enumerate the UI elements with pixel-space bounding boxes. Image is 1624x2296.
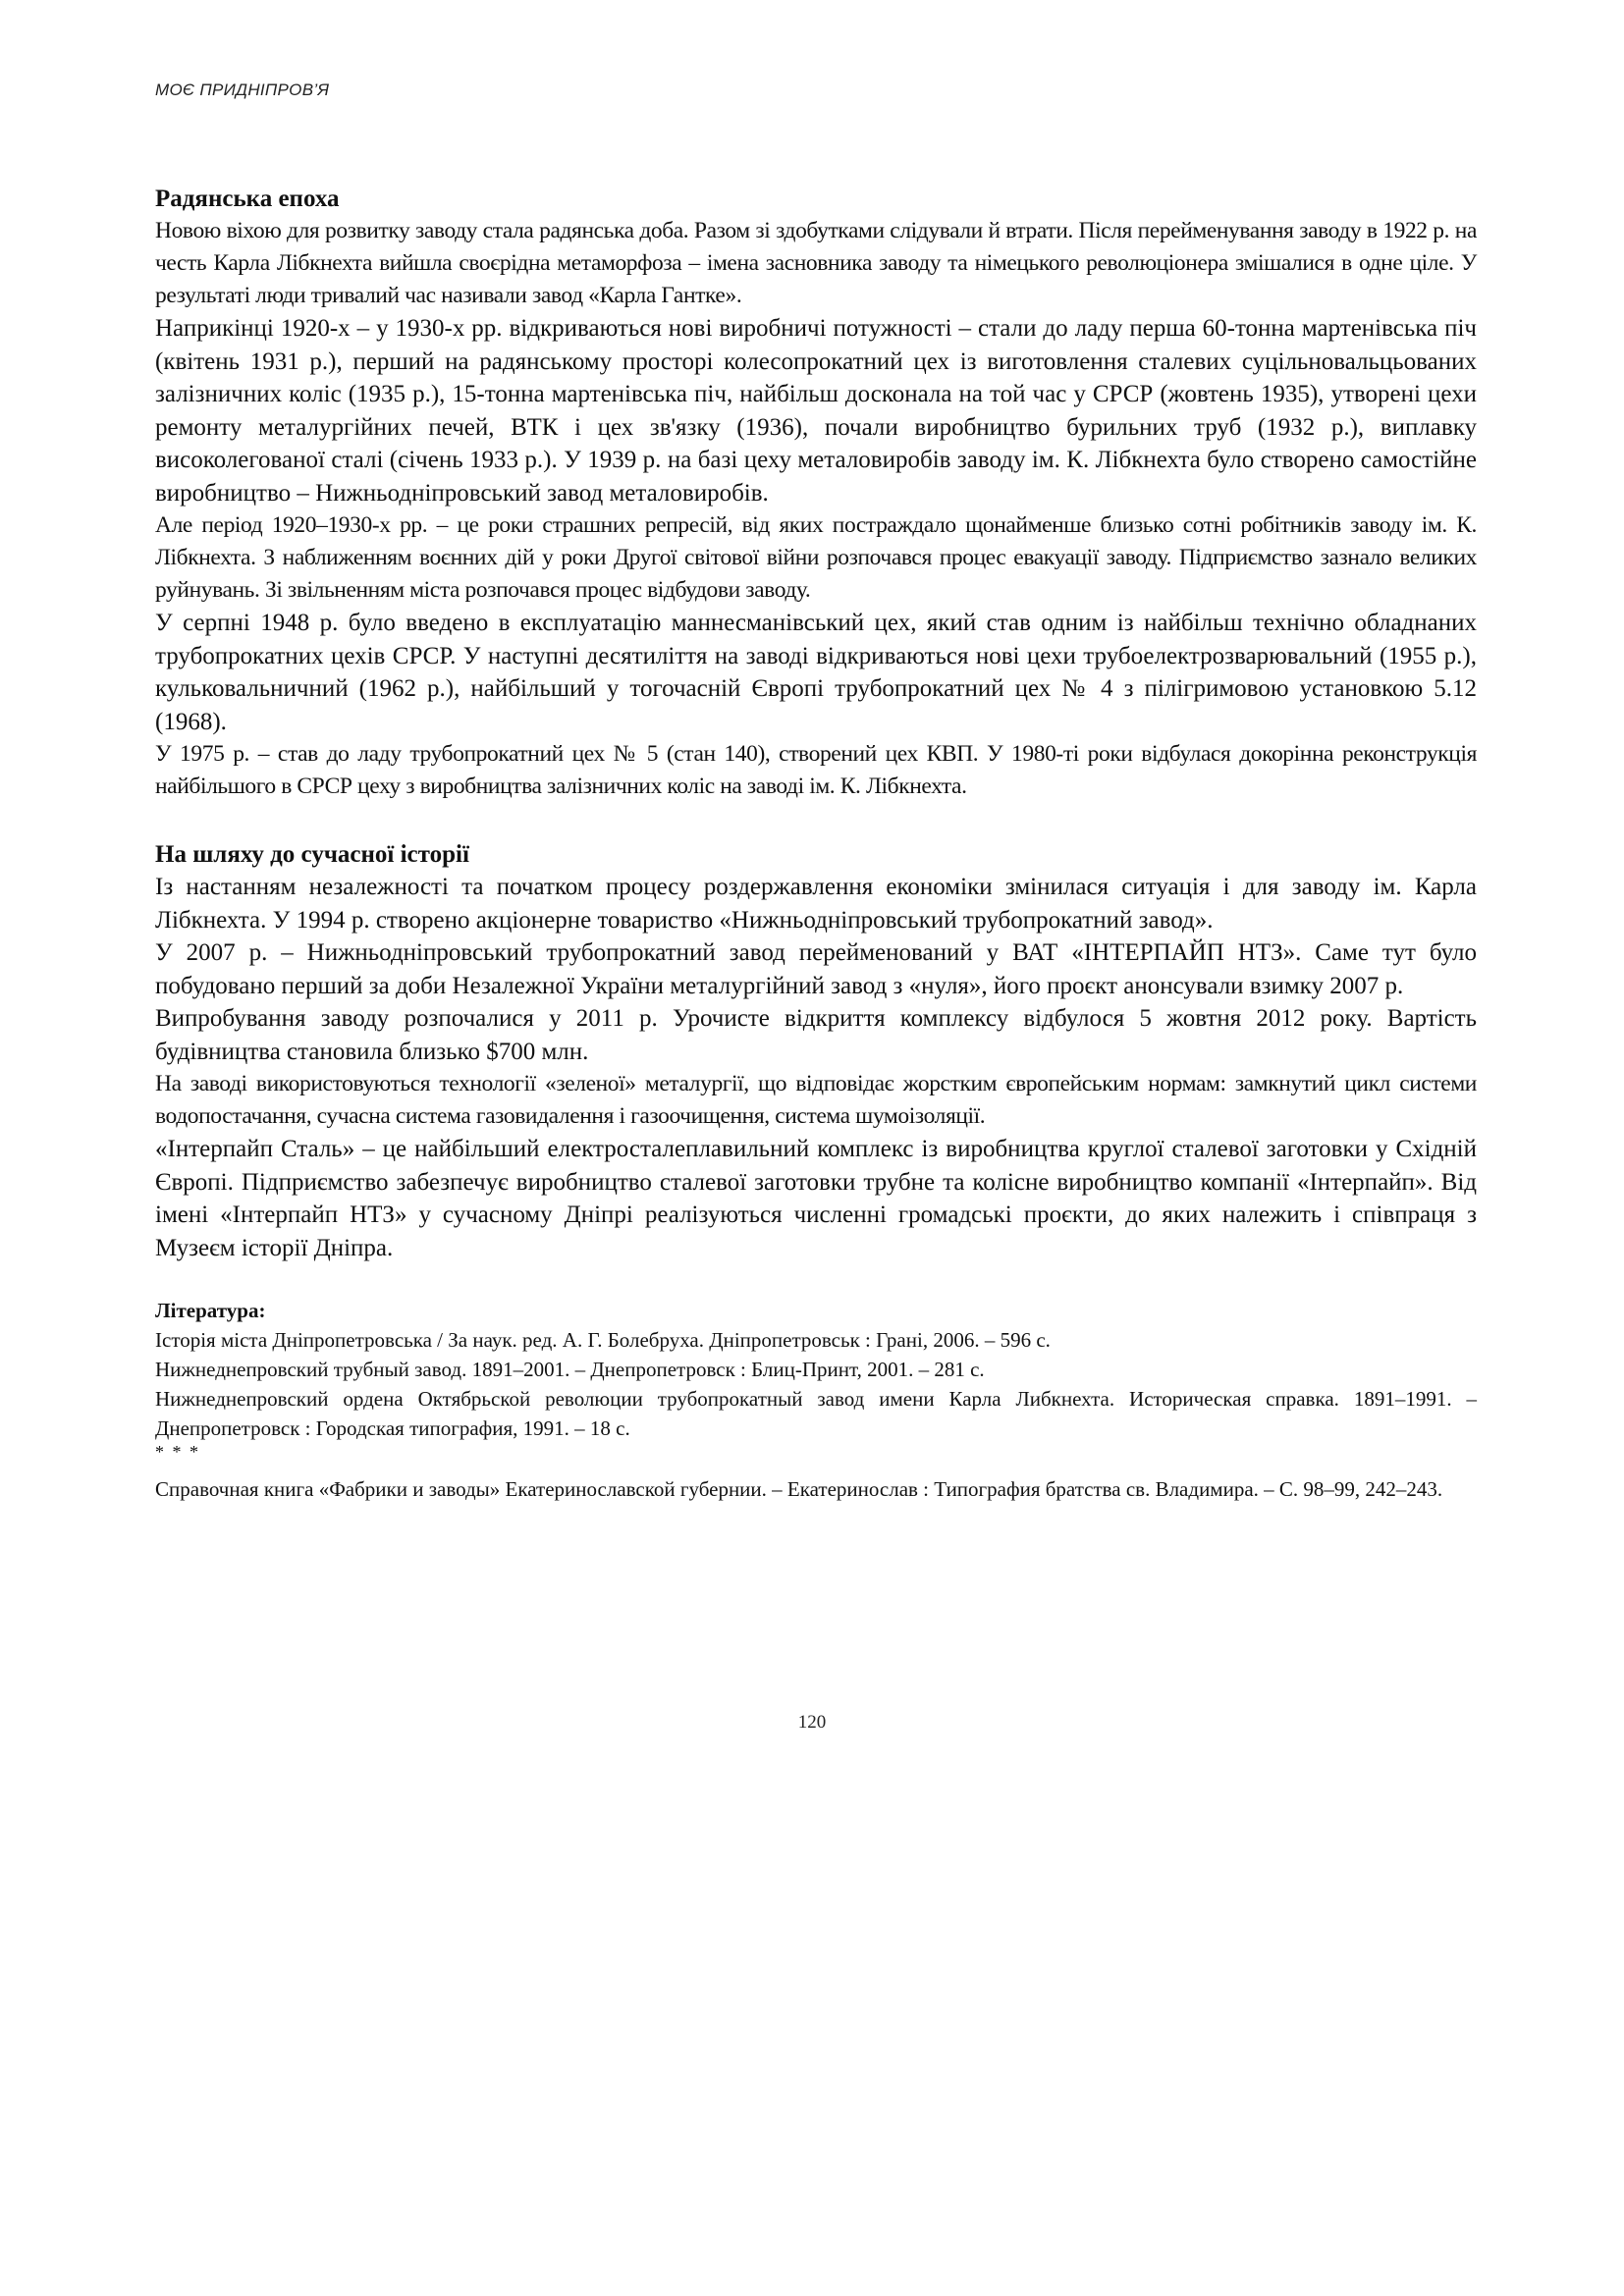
- section-spacer: [155, 803, 1477, 838]
- page-content: [155, 183, 1477, 1504]
- section-title: На шляху до сучасної історії: [155, 841, 469, 868]
- literature-section: [155, 1296, 1477, 1504]
- paragraph: Із настанням незалежності та початком процесу роздержавлення економіки змінилася ситуація і для заводу ім. Карла Лібкнехта. У 1994 р. створено акціонерне товариство «Нижньодніпровський трубопрокатний завод».: [155, 874, 1477, 934]
- running-header: МОЄ ПРИДНІПРОВ’Я: [155, 80, 330, 99]
- paragraph: У 1975 р. – став до ладу трубопрокатний цех № 5 (стан 140), створений цех КВП. У 1980-ті роки відбулася докорінна реконструкція найбільшого в СРСР цеху з виробництва залізничних коліс на заводі ім. К. Лібкнехта.: [155, 741, 1477, 799]
- paragraph: «Інтерпайп Сталь» – це найбільший електросталеплавильний комплекс із виробництва круглої сталевої заготовки у Східній Європі. Підприємство забезпечує виробництво сталевої заготовки трубне та колісне виробництво компанії «Інтерпайп». Від імені «Інтерпайп НТЗ» у сучасному Дніпрі реалізуються численні громадські проєкти, до яких належить і співпраця з Музеєм історії Дніпра.: [155, 1136, 1477, 1261]
- section-soviet-era: [155, 183, 1477, 803]
- literature-spacer: [155, 1264, 1477, 1296]
- literature-item: Справочная книга «Фабрики и заводы» Екатеринославской губернии. – Екатеринослав : Типография братства св. Владимира. – С. 98–99, 242–243.: [155, 1477, 1443, 1501]
- literature-item: Нижнеднепровский ордена Октябрьской революции трубопрокатный завод имени Карла Либкнехта. Историческая справка. 1891–1991. – Днепропетровск : Городская типография, 1991. – 18 с.: [155, 1387, 1477, 1440]
- paragraph: Але період 1920–1930-х рр. – це роки страшних репресій, від яких постраждало щонайменше близько сотні робітників заводу ім. К. Лібкнехта. З наближенням воєнних дій у роки Другої світової війни розпочався процес евакуації заводу. Підприємство зазнало великих руйнувань. Зі звільненням міста розпочався процес відбудови заводу.: [155, 512, 1477, 603]
- literature-item: Нижнеднепровский трубный завод. 1891–2001. – Днепропетровск : Блиц-Принт, 2001. – 281 с.: [155, 1358, 985, 1381]
- literature-item: Історія міста Дніпропетровська / За наук. ред. А. Г. Болебруха. Дніпропетровськ : Грані, 2006. – 596 с.: [155, 1328, 1051, 1352]
- page-number: 120: [797, 1712, 827, 1733]
- paragraph: У 2007 р. – Нижньодніпровський трубопрокатний завод перейменований у ВАТ «ІНТЕРПАЙП НТЗ». Саме тут було побудовано перший за доби Незалежної України металургійний завод з «нуля», його проєкт анонсували взимку 2007 р.: [155, 939, 1477, 999]
- paragraph: У серпні 1948 р. було введено в експлуатацію маннесманівський цех, який став одним із найбільш технічно обладнаних трубопрокатних цехів СРСР. У наступні десятиліття на заводі відкриваються нові цехи трубоелектрозварювальний (1955 р.), кульковальничний (1962 р.), найбільший у тогочасній Європі трубопрокатний цех № 4 з пілігримовою установкою 5.12 (1968).: [155, 610, 1477, 735]
- paragraph: Новою віхою для розвитку заводу стала радянська доба. Разом зі здобутками слідували й втрати. Після перейменування заводу в 1922 р. на честь Карла Лібкнехта вийшла своєрідна метаморфоза – імена засновника заводу та німецького революціонера змішалися в одне ціле. У результаті люди тривалий час називали завод «Карла Гантке».: [155, 218, 1477, 308]
- section-modern-history: [155, 838, 1477, 1264]
- literature-separator: * * *: [155, 1442, 200, 1462]
- paragraph: Випробування заводу розпочалися у 2011 р. Урочисте відкриття комплексу відбулося 5 жовтня 2012 року. Вартість будівництва становила близько $700 млн.: [155, 1005, 1477, 1065]
- section-title: Радянська епоха: [155, 186, 340, 212]
- paragraph: На заводі використовуються технології «зеленої» металургії, що відповідає жорстким європейським нормам: замкнутий цикл системи водопостачання, сучасна система газовидалення і газоочищення, система шумоізоляції.: [155, 1071, 1477, 1129]
- paragraph: Наприкінці 1920-х – у 1930-х рр. відкриваються нові виробничі потужності – стали до ладу перша 60-тонна мартенівська піч (квітень 1931 р.), перший на радянському просторі колесопрокатний цех із виготовлення сталевих суцільновальцьованих залізничних коліс (1935 р.), 15-тонна мартенівська піч, найбільш досконала на той час у СРСР (жовтень 1935), утворені цехи ремонту металургійних печей, ВТК і цех зв'язку (1936), почали виробництво бурильних труб (1932 р.), виплавку високолегованої сталі (січень 1933 р.). У 1939 р. на базі цеху металовиробів заводу ім. К. Лібкнехта було створено самостійне виробництво – Нижньодніпровський завод металовиробів.: [155, 315, 1477, 507]
- literature-title: Література:: [155, 1299, 266, 1322]
